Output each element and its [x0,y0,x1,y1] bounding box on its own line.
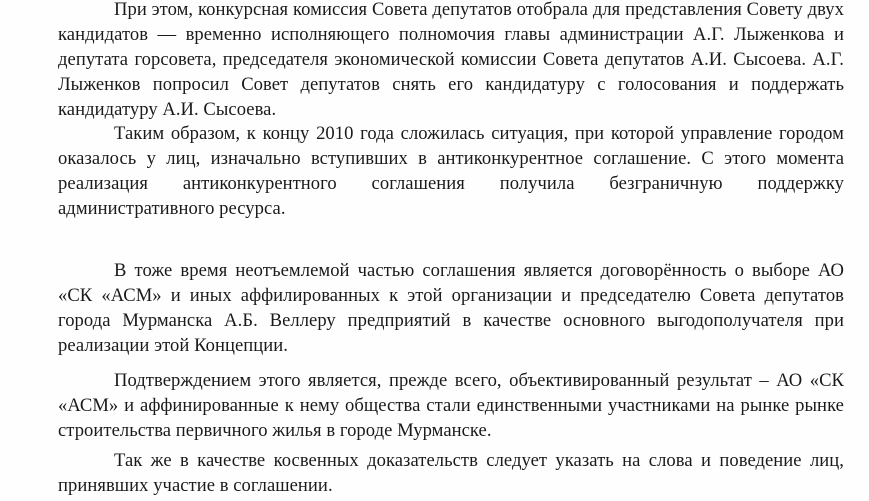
paragraph-agreement-beneficiary: В тоже время неотъемлемой частью соглашения является договорённость о выборе АО «СК «АСМ» и иных аффилированных к этой организации и председателю Совета депутатов города Мурманска А.Б. Веллеру предприятий в качестве основного выгодополучателя при реализации этой Концепции. [58,260,844,357]
paragraph-commission-candidates: При этом, конкурсная комиссия Совета депутатов отобрала для представления Совету двух кандидатов — временно исполняющего полномочия главы администрации А.Г. Лыженкова и депутата горсовета, председателя экономической комиссии Совета депутатов А.И. Сысоева. А.Г. Лыженков попросил Совет депутатов снять его кандидатуру с голосования и поддержать кандидатуру А.И. Сысоева. [58,0,844,121]
paragraph-confirmation: Подтверждением этого является, прежде всего, объективированный результат – АО «СК «АСМ» и аффинированные к нему общества стали единственными участниками на рынке рынке строительства первичного жилья в городе Мурманске. [58,370,844,442]
paragraph-city-management: Таким образом, к концу 2010 года сложилась ситуация, при которой управление городом оказалось у лиц, изначально вступивших в антиконкурентное соглашение. С этого момента реализация антиконкурентного соглашения получила безграничную поддержку административного ресурса. [58,123,844,220]
paragraph-indirect-evidence: Так же в качестве косвенных доказательств следует указать на слова и поведение лиц, принявших участие в соглашении. [58,450,844,497]
